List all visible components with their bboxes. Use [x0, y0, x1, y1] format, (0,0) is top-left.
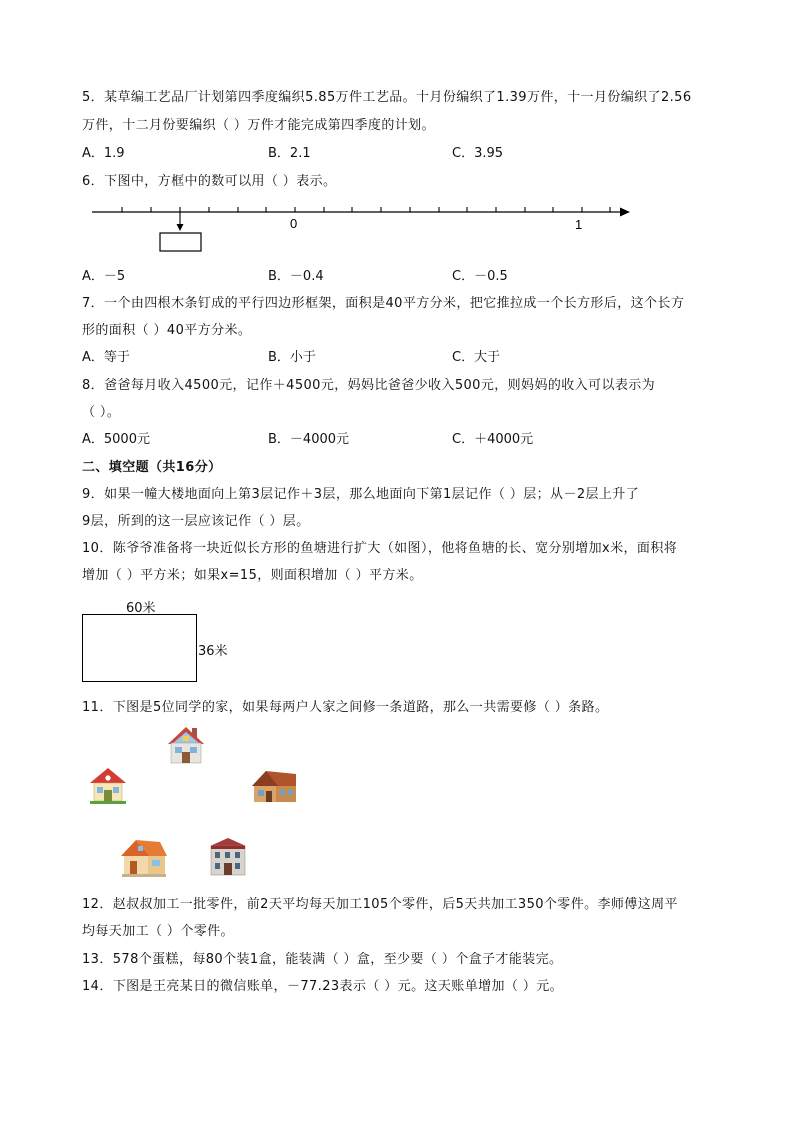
- house-4-icon: [120, 836, 168, 878]
- number-line-ticks: [122, 207, 610, 212]
- one-label: 1: [575, 217, 583, 232]
- q6-option-c: C．－0.5: [452, 269, 508, 284]
- pond-rectangle: [82, 614, 197, 682]
- section-2-title: 二、填空题（共16分）: [82, 460, 222, 475]
- q12-line1: 12．赵叔叔加工一批零件，前2天平均每天加工105个零件，后5天共加工350个零件。李师傅这周平: [82, 897, 678, 912]
- q14-line1: 14．下图是王亮某日的微信账单，－77.23表示（ ）元。这天账单增加（ ）元。: [82, 979, 564, 994]
- pond-length-label: 60米: [126, 601, 156, 616]
- q8-option-b: B．－4000元: [268, 432, 350, 447]
- q7-line1: 7．一个由四根木条钉成的平行四边形框架，面积是40平方分米，把它推拉成一个长方形后，这个长方: [82, 296, 685, 311]
- q9-line1: 9．如果一幢大楼地面向上第3层记作＋3层，那么地面向下第1层记作（ ）层；从－2层上升了: [82, 487, 640, 502]
- number-line-arrow: [620, 208, 630, 217]
- q8-option-a: A．5000元: [82, 432, 150, 447]
- q8-option-c: C．＋4000元: [452, 432, 534, 447]
- q7-option-a: A．等于: [82, 350, 130, 365]
- q9-line2: 9层，所到的这一层应该记作（ ）层。: [82, 514, 310, 529]
- q7-line2: 形的面积（ ）40平方分米。: [82, 323, 252, 338]
- q6-line1: 6．下图中，方框中的数可以用（ ）表示。: [82, 174, 337, 189]
- number-line: [0, 0, 794, 260]
- q12-line2: 均每天加工（ ）个零件。: [82, 924, 234, 939]
- house-1-icon: [166, 724, 206, 764]
- q5-option-c: C．3.95: [452, 146, 504, 161]
- house-5-icon: [208, 836, 248, 878]
- q6-option-a: A．－5: [82, 269, 126, 284]
- house-3-icon: [250, 766, 298, 806]
- q6-option-b: B．－0.4: [268, 269, 324, 284]
- q10-line1: 10．陈爷爷准备将一块近似长方形的鱼塘进行扩大（如图），他将鱼塘的长、宽分别增加x米，面积将: [82, 541, 678, 556]
- q8-line1: 8．爸爸每月收入4500元，记作＋4500元，妈妈比爸爸少收入500元，则妈妈的收入可以表示为: [82, 378, 656, 393]
- q7-option-b: B．小于: [268, 350, 316, 365]
- q5-option-b: B．2.1: [268, 146, 311, 161]
- q5-line2: 万件，十二月份要编织（ ）万件才能完成第四季度的计划。: [82, 118, 435, 133]
- q5-option-a: A．1.9: [82, 146, 125, 161]
- answer-box: [160, 233, 201, 251]
- q8-line2: （ ）。: [82, 405, 121, 420]
- q5-line1: 5．某草编工艺品厂计划第四季度编织5.85万件工艺品。十月份编织了1.39万件，十一月份编织了2.56: [82, 90, 692, 105]
- marker-arrow-head: [177, 224, 184, 231]
- pond-width-label: 36米: [198, 644, 228, 659]
- q13-line1: 13．578个蛋糕，每80个装1盒，能装满（ ）盒，至少要（ ）个盒子才能装完。: [82, 952, 563, 967]
- q10-line2: 增加（ ）平方米；如果x=15，则面积增加（ ）平方米。: [82, 568, 423, 583]
- q11-line1: 11．下图是5位同学的家，如果每两户人家之间修一条道路，那么一共需要修（ ）条路。: [82, 700, 609, 715]
- house-2-icon: [88, 765, 128, 805]
- q7-option-c: C．大于: [452, 350, 501, 365]
- zero-label: 0: [290, 216, 298, 231]
